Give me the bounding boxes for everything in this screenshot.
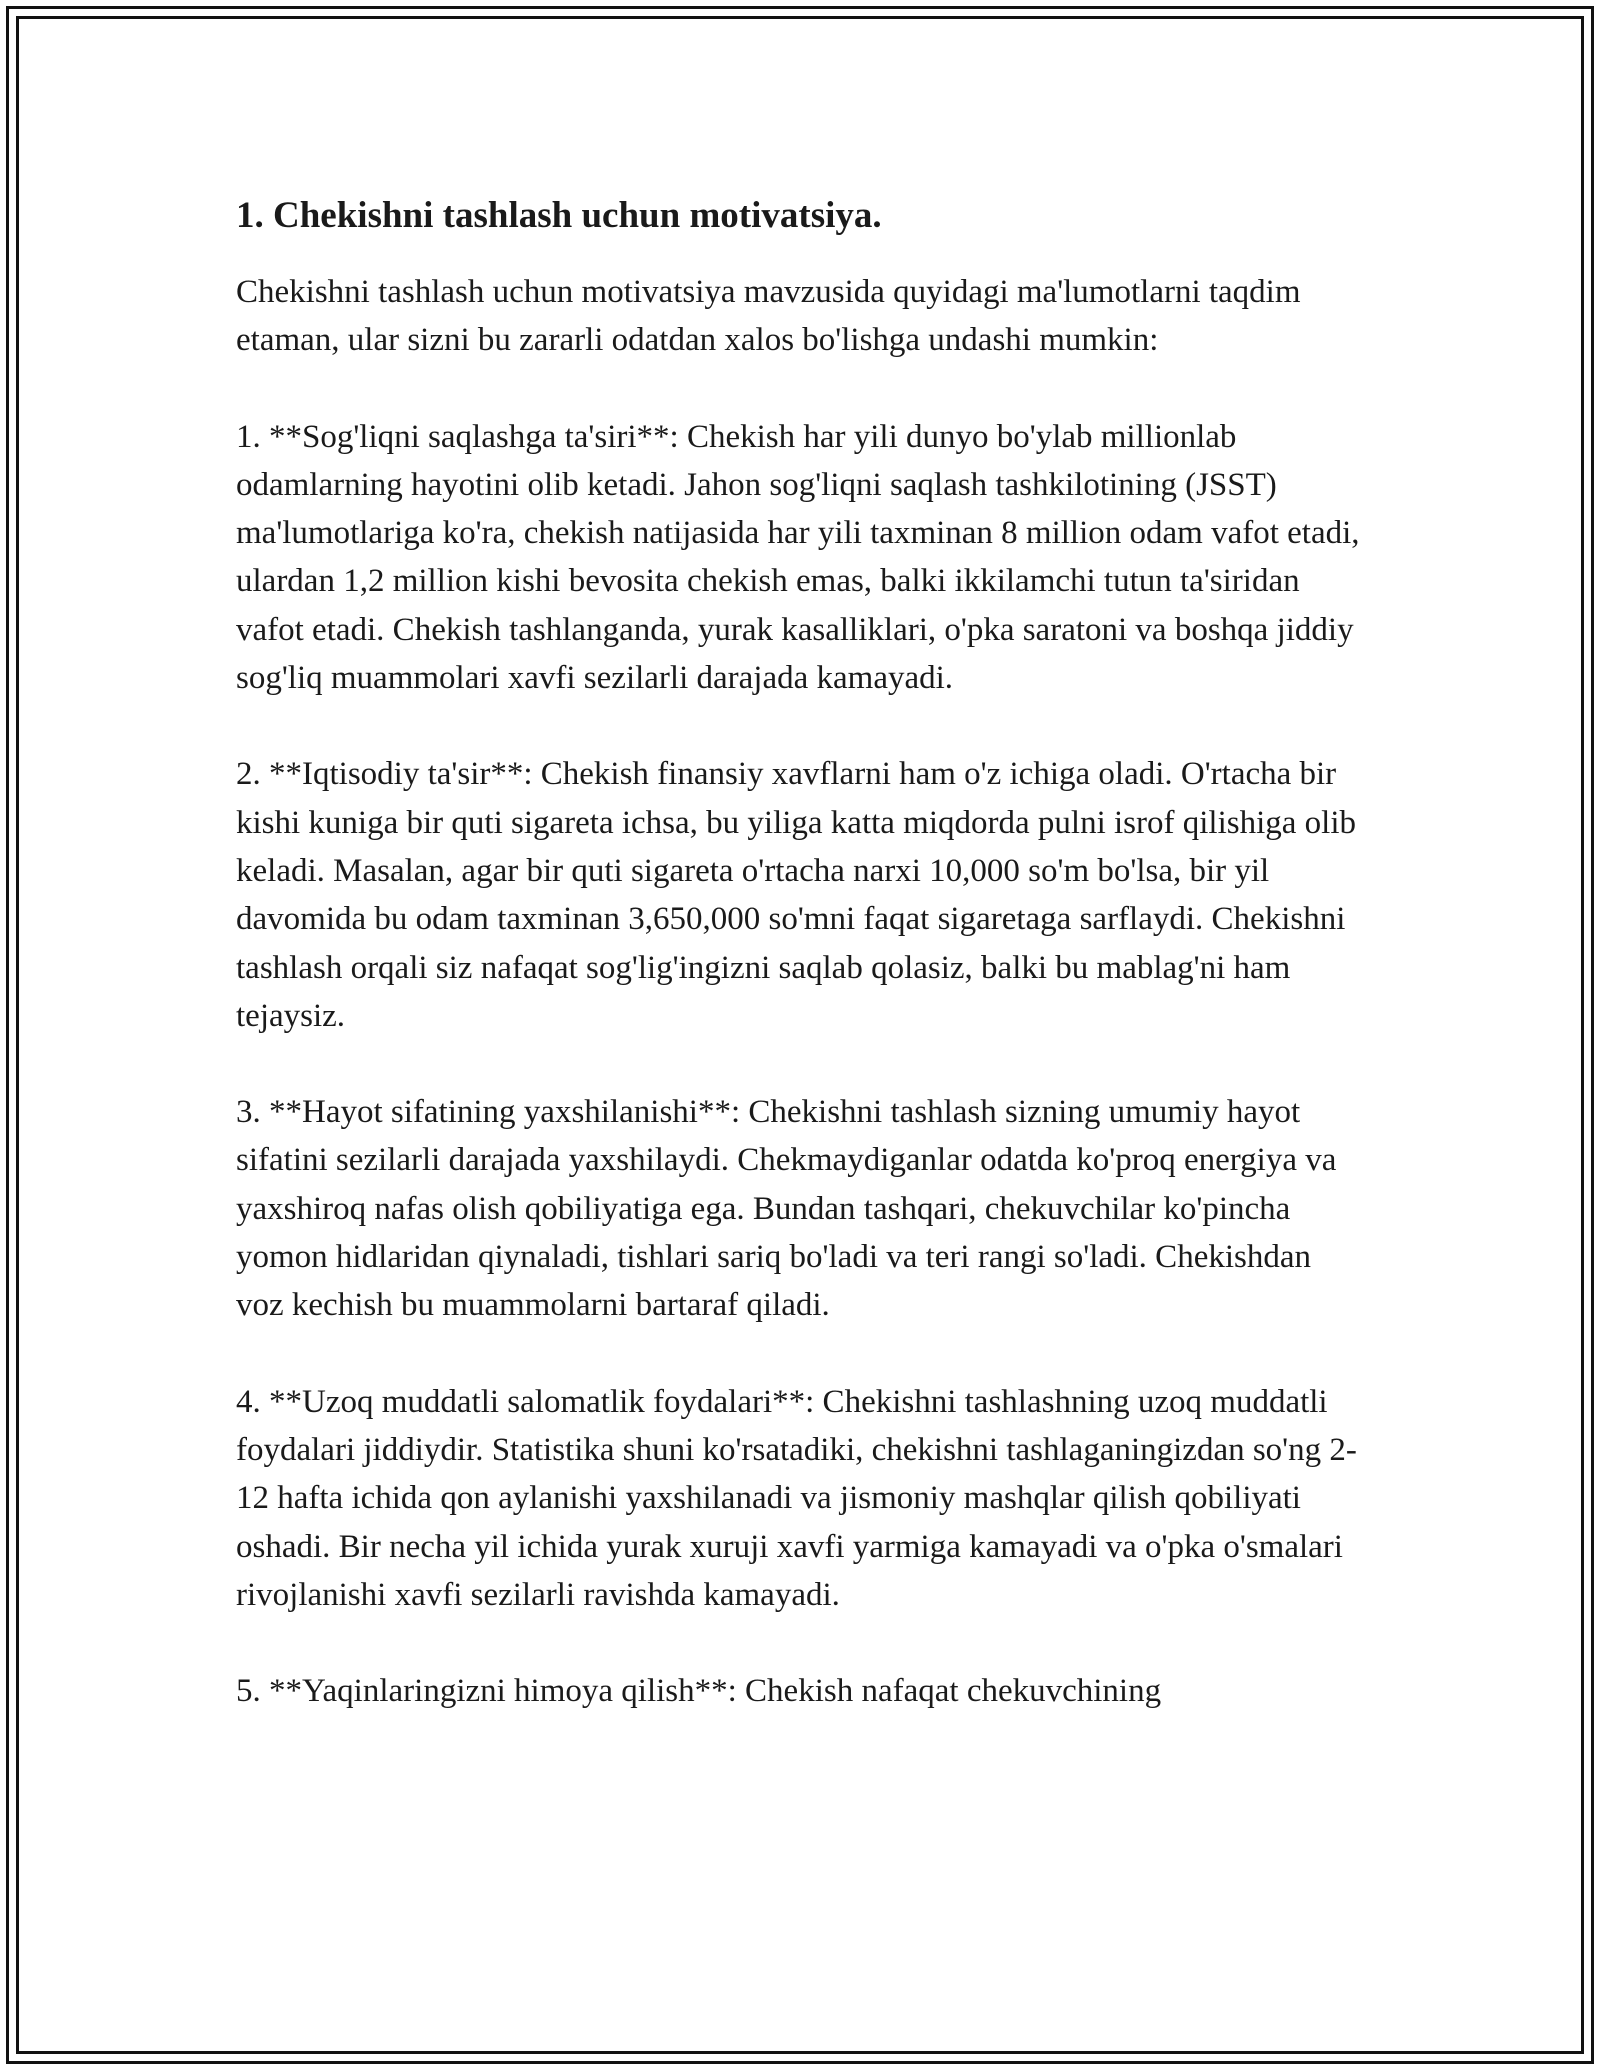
list-item-economic-impact: 2. **Iqtisodiy ta'sir**: Chekish finansiy xavflarni ham o'z ichiga oladi. O'rtacha bir kishi kuniga bir quti sigareta ichsa, bu yiliga katta miqdorda pulni isrof qilishiga olib keladi. Masalan, agar bir quti sigareta o'rtacha narxi 10,000 so'm bo'lsa, bir yil davomida bu odam taxminan 3,650,000 so'mni faqat sigaretaga sarflaydi. Chekishni tashlash orqali siz nafaqat sog'lig'ingizni saqlab qolasiz, balki bu mablag'ni ham tejaysiz. [236, 756, 1356, 1034]
document-title: 1. Chekishni tashlash uchun motivatsiya. [236, 195, 882, 236]
intro-paragraph: Chekishni tashlash uchun motivatsiya mavzusida quyidagi ma'lumotlarni taqdim etaman, ular sizni bu zararli odatdan xalos bo'lishga undashi mumkin: [236, 274, 1301, 359]
document-body [236, 190, 1366, 1763]
list-item-quality-of-life: 3. **Hayot sifatining yaxshilanishi**: Chekishni tashlash sizning umumiy hayot sifatini sezilarli darajada yaxshilaydi. Chekmaydiganlar odatda ko'proq energiya va yaxshiroq nafas olish qobiliyatiga ega. Bundan tashqari, chekuvchilar ko'pincha yomon hidlaridan qiynaladi, tishlari sariq bo'ladi va teri rangi so'ladi. Chekishdan voz kechish bu muammolarni bartaraf qiladi. [236, 1094, 1337, 1324]
list-item-long-term-benefits: 4. **Uzoq muddatli salomatlik foydalari**: Chekishni tashlashning uzoq muddatli foydalari jiddiydir. Statistika shuni ko'rsatadiki, chekishni tashlaganingizdan so'ng 2-12 hafta ichida qon aylanishi yaxshilanadi va jismoniy mashqlar qilish qobiliyati oshadi. Bir necha yil ichida yurak xuruji xavfi yarmiga kamayadi va o'pka o'smalari rivojlanishi xavfi sezilarli ravishda kamayadi. [236, 1383, 1357, 1613]
list-item-protect-loved-ones: 5. **Yaqinlaringizni himoya qilish**: Chekish nafaqat chekuvchining [236, 1673, 1162, 1710]
list-item-health-impact: 1. **Sog'liqni saqlashga ta'siri**: Chekish har yili dunyo bo'ylab millionlab odamlarning hayotini olib ketadi. Jahon sog'liqni saqlash tashkilotining (JSST) ma'lumotlariga ko'ra, chekish natijasida har yili taxminan 8 million odam vafot etadi, ulardan 1,2 million kishi bevosita chekish emas, balki ikkilamchi tutun ta'siridan vafot etadi. Chekish tashlanganda, yurak kasalliklari, o'pka saratoni va boshqa jiddiy sog'liq muammolari xavfi sezilarli darajada kamayadi. [236, 418, 1360, 697]
